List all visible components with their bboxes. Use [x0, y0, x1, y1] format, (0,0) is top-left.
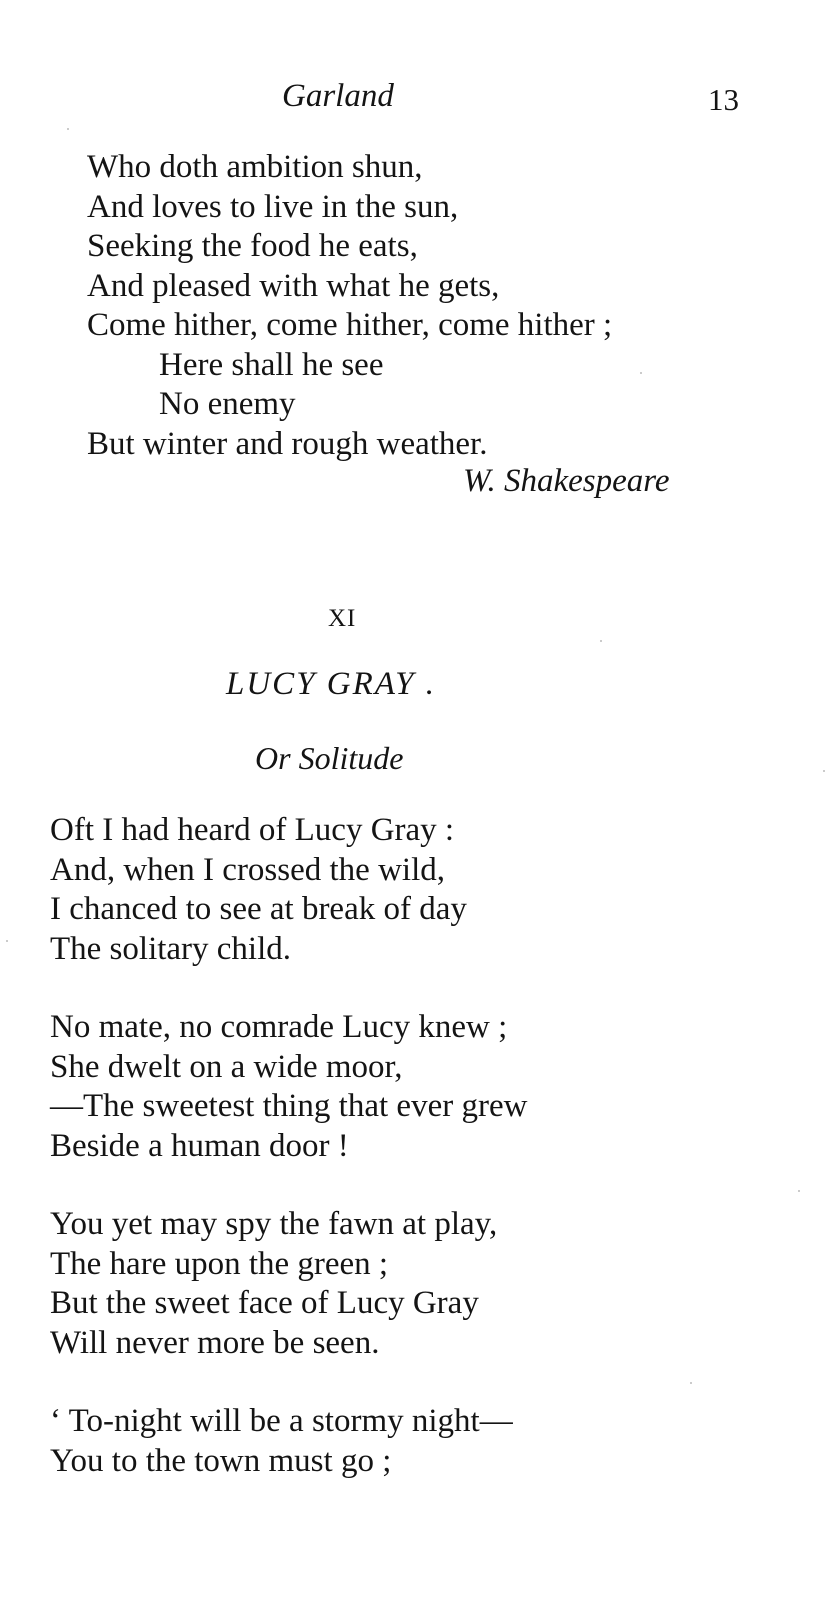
scan-speck	[823, 770, 825, 772]
verse-line: And pleased with what he gets,	[87, 267, 500, 304]
verse-line: No mate, no comrade Lucy knew ;	[50, 1009, 508, 1045]
verse-line: But winter and rough weather.	[87, 425, 488, 462]
poem-subtitle: Or Solitude	[255, 740, 404, 776]
verse-line-indented: No enemy	[159, 386, 296, 422]
poem-stanza-3	[50, 1205, 497, 1363]
section-number: XI	[328, 605, 357, 632]
attribution: W. Shakespeare	[463, 463, 670, 499]
poem-stanza-2	[50, 1008, 527, 1166]
verse-line: The solitary child.	[50, 930, 292, 967]
verse-line-indented: Here shall he see	[159, 346, 384, 383]
shakespeare-stanza	[87, 148, 612, 464]
verse-line: She dwelt on a wide moor,	[50, 1048, 403, 1085]
poem-title: LUCY GRAY .	[226, 666, 436, 702]
scan-speck	[640, 372, 642, 374]
verse-line: The hare upon the green ;	[50, 1245, 389, 1282]
verse-line: I chanced to see at break of day	[50, 891, 467, 927]
scan-speck	[798, 1190, 800, 1192]
page-number: 13	[708, 82, 739, 117]
verse-line: Beside a human door !	[50, 1127, 349, 1164]
scan-speck	[6, 940, 8, 942]
verse-line: —The sweetest thing that ever grew	[50, 1088, 528, 1124]
verse-line: Oft I had heard of Lucy Gray :	[50, 812, 455, 848]
scan-speck	[600, 640, 602, 642]
verse-line: But the sweet face of Lucy Gray	[50, 1285, 479, 1321]
verse-line: You to the town must go ;	[50, 1442, 392, 1479]
verse-line: Who doth ambition shun,	[87, 149, 423, 185]
verse-line: Seeking the food he eats,	[87, 228, 418, 264]
poem-stanza-1	[50, 811, 467, 969]
verse-line: Will never more be seen.	[50, 1324, 380, 1361]
verse-line: And, when I crossed the wild,	[50, 851, 446, 888]
scan-speck	[690, 1382, 692, 1384]
verse-line: ‘ To-night will be a stormy night—	[50, 1403, 513, 1439]
verse-line: And loves to live in the sun,	[87, 188, 459, 225]
running-title: Garland	[282, 78, 394, 114]
verse-line: You yet may spy the fawn at play,	[50, 1206, 498, 1242]
poem-stanza-4	[50, 1402, 513, 1481]
verse-line: Come hither, come hither, come hither ;	[87, 307, 613, 343]
scan-speck	[67, 128, 69, 130]
